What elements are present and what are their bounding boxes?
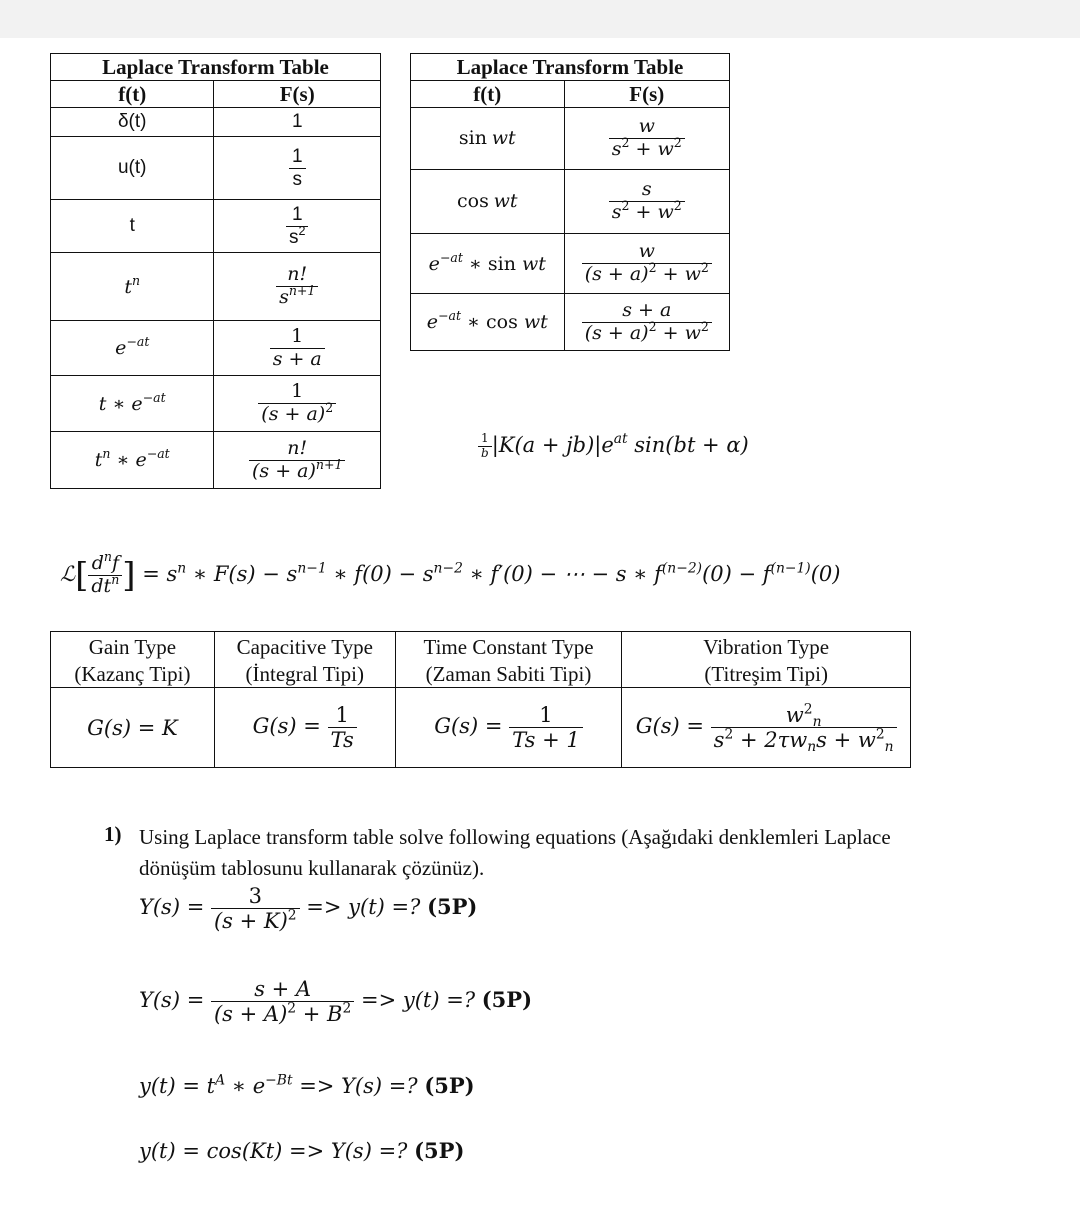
right-col-Fs: F(s) [564,81,729,108]
frac-num: s + a [582,300,712,323]
frac-den: s [292,168,302,190]
table-row [51,200,381,253]
vibration-formula: G(s) = $\frac{w^2_n}{s^2 + 2\tau w_ns + w^2_n}$ [622,688,911,768]
ft-cell: $e^{-at}$ [51,321,214,376]
Fs-cell [214,137,381,200]
frac-den: $(s + a)^2 + w^2$ [584,260,709,285]
equation-3: $y(t) = t^A$ ∗ $e^{-Bt} => Y(s)$ =? (5P) [139,1072,475,1098]
types-formula-row [51,688,911,768]
frac-num: w [609,116,685,139]
question-text: Using Laplace transform table solve following equations (Aşağıdaki denklemleri Laplace dönüşüm tablosunu kullanarak çözünüz). [139,825,891,880]
Fs-cell [564,294,729,351]
laplace-table-right [410,53,730,351]
vibration-type-header: Vibration Type (Titreşim Tipi) [622,632,911,688]
capacitive-formula: G(s) = $\frac{1}{Ts}$ [214,688,395,768]
ft-cell: $t^n$ ∗ $e^{-at}$ [51,432,214,489]
frac-den: $s^2 + w^2$ [611,135,682,160]
capacitive-type-header: Capacitive Type (İntegral Tipi) [214,632,395,688]
gain-type-header: Gain Type (Kazanç Tipi) [51,632,215,688]
table-row [411,234,730,294]
frac-num: s [609,179,685,202]
Fs-cell [214,321,381,376]
frac-den: $s^2 + w^2$ [611,198,682,223]
frac-den: $(s + a)^2$ [261,400,334,425]
ft-cell: u(t) [51,137,214,200]
types-header-row [51,632,911,688]
table-row [51,432,381,489]
Fs-cell: 1 [214,108,381,137]
frac-den: s + a [272,347,322,370]
Fs-cell [214,200,381,253]
ft-cell: t [51,200,214,253]
Fs-cell [214,253,381,321]
frac-den: $(s + a)^2 + w^2$ [584,318,709,344]
ft-cell: sin wt [411,108,565,170]
left-table-title: Laplace Transform Table [51,54,381,81]
left-col-Fs: F(s) [214,81,381,108]
Fs-cell [214,376,381,432]
residue-formula: $\frac{1}{b}$ $|K(a + jb)|e^{at}$ sin(bt + α) [478,432,749,461]
right-col-ft: f(t) [411,81,565,108]
table-row [51,321,381,376]
points-label: (5P) [414,1138,465,1163]
points-label: (5P) [424,1073,475,1098]
frac-num: w [582,241,712,264]
viewer-top-bar [0,0,1080,38]
equation-2: Y(s) = $\frac{s + A}{(s + A)^2 + B^2}$ => y(t) =? (5P) [139,977,533,1027]
table-row [411,108,730,170]
table-row [51,253,381,321]
laplace-table-left [50,53,381,489]
Fs-cell [564,234,729,294]
ft-cell: $t^n$ [51,253,214,321]
ft-cell: t ∗ $e^{-at}$ [51,376,214,432]
right-table-title: Laplace Transform Table [411,54,730,81]
ft-cell: cos wt [411,170,565,234]
frac-num: n! [276,264,318,287]
ft-cell: $e^{-at}$ ∗ sin wt [411,234,565,294]
question-number: 1) [104,822,122,846]
system-types-table [50,631,911,768]
gain-formula: G(s) = K [51,688,215,768]
frac-den: $s^{n+1}$ [279,283,316,308]
points-label: (5P) [427,894,478,920]
frac-den: $(s + a)^{n+1}$ [252,456,343,482]
frac-num: 1 [270,326,325,349]
points-label: (5P) [481,987,533,1013]
table-row [51,137,381,200]
table-row [51,108,381,137]
equation-4: y(t) = cos(Kt) => Y(s) =? (5P) [139,1138,465,1163]
frac-num: 1 [286,204,308,227]
Fs-cell [214,432,381,489]
frac-den: $s^2$ [288,223,306,248]
frac-num: n! [249,438,345,461]
derivative-rule: ℒ[ $\frac{d^nf}{dt^n}$ ] = $s^n$ ∗ $F(s) - s^{n-1}$ ∗ $f(0) - s^{n-2}$ ∗ f′(0) − ⋯ − s ∗ $f^{(n-2)}(0) - f^{(n-1)}(0)$ [60,549,841,597]
table-row [51,376,381,432]
frac-num: 1 [289,146,306,169]
table-row [411,170,730,234]
equation-1: Y(s) = $\frac{3}{(s + K)^2}$ => y(t) =? (5P) [139,884,478,934]
time-constant-type-header: Time Constant Type (Zaman Sabiti Tipi) [395,632,622,688]
ft-cell: δ(t) [51,108,214,137]
frac-num: 1 [258,381,336,404]
Fs-cell [564,108,729,170]
ft-cell: $e^{-at}$ ∗ cos wt [411,294,565,351]
left-col-ft: f(t) [51,81,214,108]
table-row [411,294,730,351]
time-constant-formula: G(s) = $\frac{1}{Ts + 1}$ [395,688,622,768]
Fs-cell [564,170,729,234]
